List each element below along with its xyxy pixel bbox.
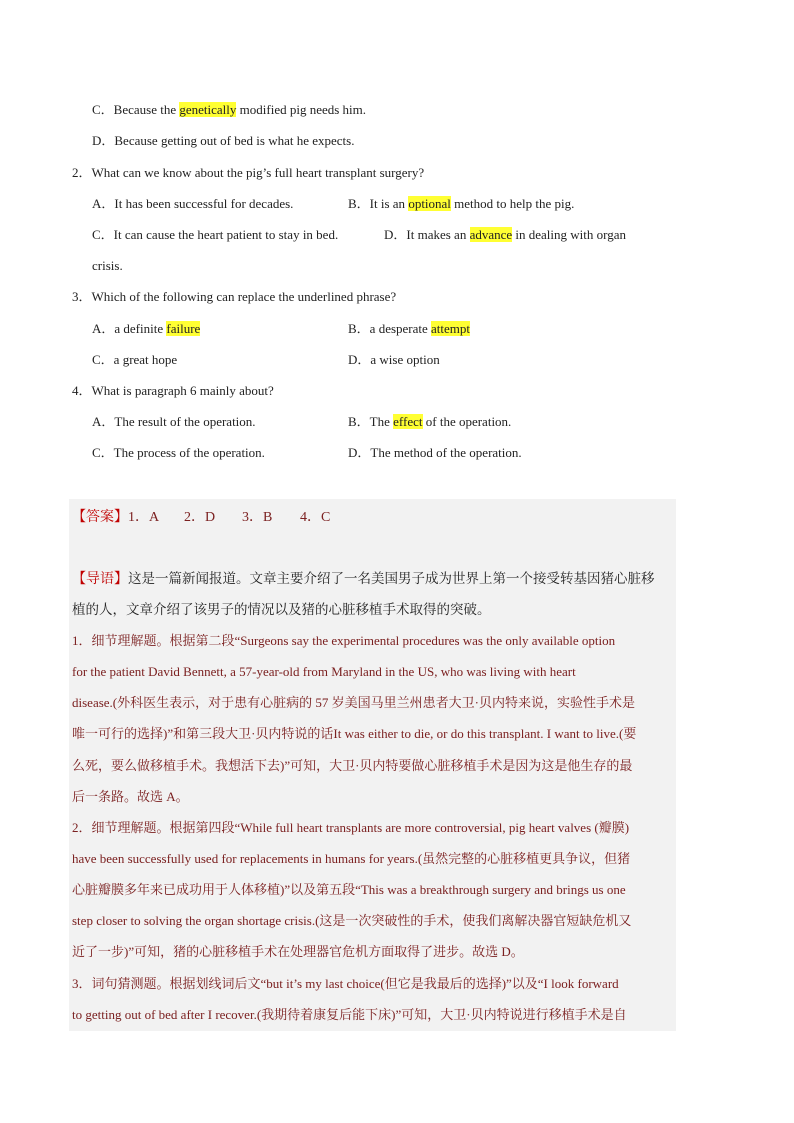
option-text: It makes an	[406, 227, 470, 242]
answer-line	[72, 507, 330, 528]
q1-option-d	[92, 132, 354, 150]
q3-option-a	[92, 320, 200, 338]
answer-item: 4．C	[300, 510, 331, 525]
option-letter: C．	[92, 352, 114, 367]
option-text: method to help the pig.	[450, 196, 575, 211]
q2-option-d-continued: crisis.	[92, 258, 123, 273]
explanation-line: 心脏瓣膜多年来已成功用于人体移植)”以及第五段“This was a breakthrough surgery and brings us one	[72, 882, 626, 897]
explanation-line: 1．细节理解题。根据第二段“Surgeons say the experimental procedures was the only available option	[72, 633, 616, 648]
option-letter: A．	[92, 321, 115, 336]
option-letter: B．	[348, 414, 370, 429]
option-letter: A．	[92, 196, 115, 211]
highlighted-word: genetically	[179, 102, 237, 117]
highlighted-word: attempt	[431, 321, 471, 336]
highlighted-word: effect	[393, 414, 423, 429]
q2-option-a	[92, 195, 293, 213]
explanation-line: 近了一步)”可知，猪的心脏移植手术在处理器官危机方面取得了进步。故选 D。	[72, 944, 524, 959]
highlighted-word: failure	[166, 321, 201, 336]
explanation-line: 2．细节理解题。根据第四段“While full heart transplants are more controversial, pig heart valves (瓣膜)	[72, 820, 630, 835]
option-text: a great hope	[113, 352, 178, 367]
q4-option-a	[92, 413, 256, 431]
option-text: It has been successful for decades.	[114, 196, 294, 211]
explanation-line: have been successfully used for replacements in humans for years.(虽然完整的心脏移植更具争议，但猪	[72, 851, 631, 866]
explanation-line: to getting out of bed after I recover.(我期待着康复后能下床)”可知，大卫·贝内特说进行移植手术是自	[72, 1007, 627, 1022]
option-letter: C．	[92, 102, 114, 117]
option-letter: B．	[348, 196, 370, 211]
explanation-line: 后一条路。故选 A。	[72, 789, 189, 804]
option-text: a definite	[114, 321, 167, 336]
explanation-line: 唯一可行的选择)”和第三段大卫·贝内特说的话It was either to die, or do this transplant. I want to live.(要	[72, 726, 637, 741]
option-text: The	[369, 414, 394, 429]
option-text: a desperate	[369, 321, 432, 336]
guide-line-1	[72, 569, 655, 590]
highlighted-word: advance	[469, 227, 513, 242]
q4-option-b	[348, 413, 511, 431]
q2-option-d	[384, 226, 626, 244]
answer-tag: 【答案】	[72, 509, 128, 525]
guide-line-2: 植的人，文章介绍了该男子的情况以及猪的心脏移植手术取得的突破。	[72, 602, 491, 618]
option-letter: D．	[348, 352, 371, 367]
q4-stem: 4．What is paragraph 6 mainly about?	[72, 383, 274, 398]
highlighted-word: optional	[408, 196, 451, 211]
option-text: The process of the operation.	[113, 445, 265, 460]
option-text: a wise option	[370, 352, 440, 367]
explanation-line: step closer to solving the organ shortage crisis.(这是一次突破性的手术，使我们离解决器官短缺危机又	[72, 913, 632, 928]
option-text: The result of the operation.	[114, 414, 256, 429]
q2-stem: 2．What can we know about the pig’s full heart transplant surgery?	[72, 165, 425, 180]
q2-option-b	[348, 195, 574, 213]
option-letter: D．	[92, 133, 115, 148]
option-letter: C．	[92, 227, 114, 242]
option-text: in dealing with organ	[512, 227, 627, 242]
guide-tag: 【导语】	[72, 571, 128, 587]
answer-item: 3．B	[242, 510, 273, 525]
q3-option-b	[348, 320, 470, 338]
option-letter: B．	[348, 321, 370, 336]
option-letter: A．	[92, 414, 115, 429]
option-text: The method of the operation.	[370, 445, 522, 460]
option-letter: D．	[384, 227, 407, 242]
explanation-line: disease.(外科医生表示，对于患有心脏病的 57 岁美国马里兰州患者大卫·贝内特来说，实验性手术是	[72, 695, 635, 710]
option-text: modified pig needs him.	[236, 102, 367, 117]
option-text: It can cause the heart patient to stay in bed.	[113, 227, 339, 242]
option-letter: D．	[348, 445, 371, 460]
q1-option-c	[92, 101, 366, 119]
q2-option-c	[92, 226, 338, 244]
q4-option-c	[92, 444, 265, 462]
answer-item: 2．D	[184, 510, 216, 525]
guide-text: 这是一篇新闻报道。文章主要介绍了一名美国男子成为世界上第一个接受转基因猪心脏移	[128, 571, 655, 587]
explanation-line: 3．词句猜测题。根据划线词后文“but it’s my last choice(但它是我最后的选择)”以及“I look forward	[72, 976, 619, 991]
option-text: It is an	[369, 196, 409, 211]
explanation-line: for the patient David Bennett, a 57-year-old from Maryland in the US, who was living with heart	[72, 664, 576, 679]
q3-option-d	[348, 351, 440, 369]
explanation-line: 么死，要么做移植手术。我想活下去)”可知，大卫·贝内特要做心脏移植手术是因为这是他生存的最	[72, 758, 633, 773]
q4-option-d	[348, 444, 522, 462]
q3-option-c	[92, 351, 177, 369]
option-text: Because the	[113, 102, 180, 117]
option-text: Because getting out of bed is what he expects.	[114, 133, 355, 148]
option-letter: C．	[92, 445, 114, 460]
q3-stem: 3．Which of the following can replace the underlined phrase?	[72, 289, 397, 304]
answer-item: 1．A	[128, 510, 160, 525]
option-text: of the operation.	[422, 414, 512, 429]
